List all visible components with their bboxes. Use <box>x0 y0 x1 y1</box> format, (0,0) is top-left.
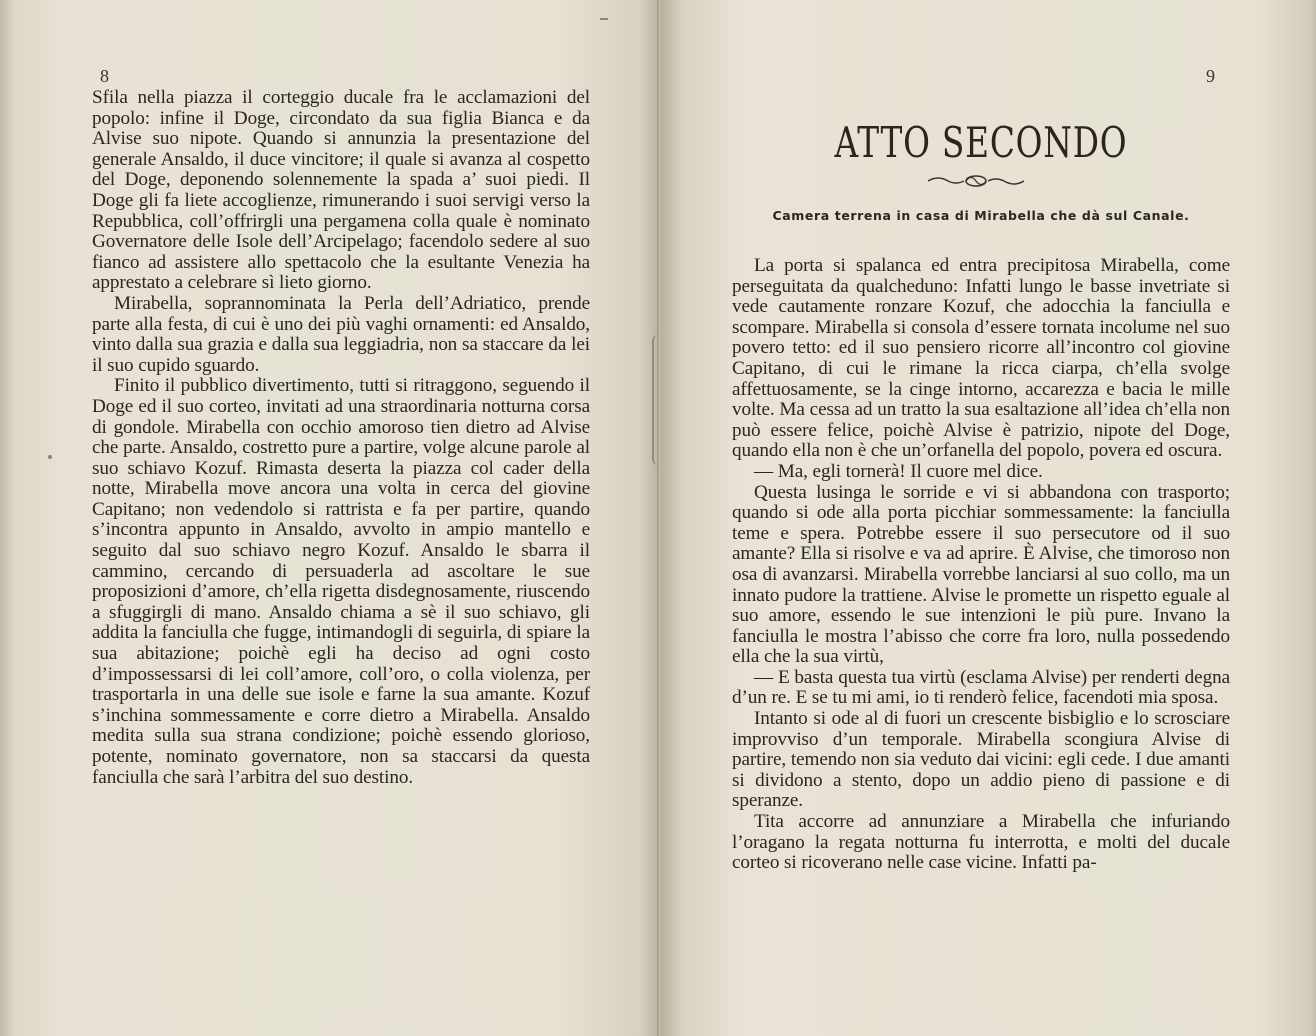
right-paragraph-1: La porta si spalanca ed entra precipitosa Mirabella, come perseguitata da qualcheduno: Infatti lungo le basse invetriate si vede cautamente ronzare Kozuf, che adocchia la fanciulla e scompare. Mirabella si consola d’essere tornata incolume nel suo povero tetto: ed il suo pensiero ricorre all’incontro col giovine Capitano, di cui le rimane la ricca ciarpa, ch’ella svolge affettuosamente, se la cinge intorno, accarezza e bacia le mille volte. Ma cessa ad un tratto la sua esaltazione all’idea ch’ella non può essere felice, poichè Alvise è patrizio, nipote del Doge, quando ella non è che un’orfanella del popolo, povera ed oscura. <box>732 255 1230 462</box>
paper-speck <box>48 455 52 459</box>
right-paragraph-2: — Ma, egli tornerà! Il cuore mel dice. <box>754 460 1043 482</box>
right-page-body <box>732 256 1230 874</box>
book-gutter <box>657 0 660 1036</box>
scene-heading: Camera terrena in casa di Mirabella che dà sul Canale. <box>772 208 1190 223</box>
left-paragraph-2: Mirabella, soprannominata la Perla dell’Adriatico, prende parte alla festa, di cui è uno dei più vaghi ornamenti: ed Ansaldo, vinto dalla sua grazia e dalla sua leggiadria, non sa staccare da lei il suo cupido sguardo. <box>92 292 590 376</box>
page-number-left: 8 <box>100 66 109 86</box>
act-title: ATTO SECONDO <box>834 118 1128 167</box>
right-paragraph-4: — E basta questa tua virtù (esclama Alvise) per renderti degna d’un re. E se tu mi ami, io ti renderò felice, facendoti mia sposa. <box>732 666 1230 709</box>
page-number-right: 9 <box>1206 66 1215 86</box>
ornament-divider-icon <box>926 172 1026 190</box>
left-paragraph-3: Finito il pubblico divertimento, tutti si ritraggono, seguendo il Doge ed il suo corteo, invitati ad una straordinaria notturna corsa di gondole. Mirabella con occhio amoroso tien dietro ad Alvise che parte. Ansaldo, costretto pure a partire, volge alcune parole al suo schiavo Kozuf. Rimasta deserta la piazza col cader della notte, Mirabella move ancora una volta in cerca del giovine Capitano; non vedendolo si rattrista e fa per partire, quando s’incontra appunto in Ansaldo, avvolto in ampio mantello e seguito dal suo schiavo negro Kozuf. Ansaldo le sbarra il cammino, cercando di persuaderla ad ascoltare le sue proposizioni d’amore, ch’ella rigetta disdegnosamente, riuscendo a sfuggirgli di mano. Ansaldo chiama a sè il suo schiavo, gli addita la fanciulla che fugge, intimandogli di seguirla, di spiare la sua abitazione; poichè egli ha deciso ad ogni costo d’impossessarsi di lei coll’amore, coll’oro, o colla violenza, per trasportarla in una delle sue isole e farne la sua amante. Kozuf s’inchina sommessamente e corre dietro a Mirabella. Ansaldo medita sulla sua strana condizione; poichè essendo glorioso, potente, nominato governatore, non sa staccarsi da questa fanciulla che sarà l’arbitra del suo destino. <box>92 375 590 788</box>
right-paragraph-5: Intanto si ode al di fuori un crescente bisbiglio e lo scrosciare improvviso d’un temporale. Mirabella scongiura Alvise di partire, temendo non sia veduto dai vicini: egli cede. I due amanti si dividono a stento, dopo un addio pieno di passione e di speranze. <box>732 708 1230 812</box>
right-paragraph-3: Questa lusinga le sorride e vi si abbandona con trasporto; quando si ode alla porta picchiar sommessamente: la fanciulla teme e spera. Potrebbe essere il suo persecutore od il suo amante? Ella si risolve e va ad aprire. È Alvise, che timoroso non osa di avanzarsi. Mirabella vorrebbe lanciarsi al suo collo, ma un innato pudore la trattiene. Alvise le promette un rispetto eguale al suo amore, essendo le sue intenzioni le più pure. Invano la fanciulla le mostra l’abisso che corre fra loro, nulla possedendo ella che la sua virtù, <box>732 481 1230 668</box>
left-paragraph-1: Sfila nella piazza il corteggio ducale fra le acclamazioni del popolo: infine il Doge, circondato da sua figlia Bianca e da Alvise suo nipote. Quando si annunzia la presentazione del generale Ansaldo, il duce vincitore; il quale si avanza al cospetto del Doge, deponendo solennemente la spada a’ suoi piedi. Il Doge gli fa liete accoglienze, rimunerando i suoi servigi verso la Repubblica, coll’offrirgli una pergamena colla quale è nominato Governatore delle Isole dell’Arcipelago; facendolo sedere al suo fianco ad assistere allo spettacolo che la esultante Venezia ha apprestato a celebrare sì lieto giorno. <box>92 87 590 294</box>
binding-thread <box>652 335 668 465</box>
right-paragraph-6: Tita accorre ad annunziare a Mirabella che infuriando l’oragano la regata notturna fu interrotta, e molti del ducale corteo si ricoverano nelle case vicine. Infatti pa- <box>732 811 1230 874</box>
paper-mark <box>600 18 608 20</box>
left-page-body <box>92 88 590 788</box>
